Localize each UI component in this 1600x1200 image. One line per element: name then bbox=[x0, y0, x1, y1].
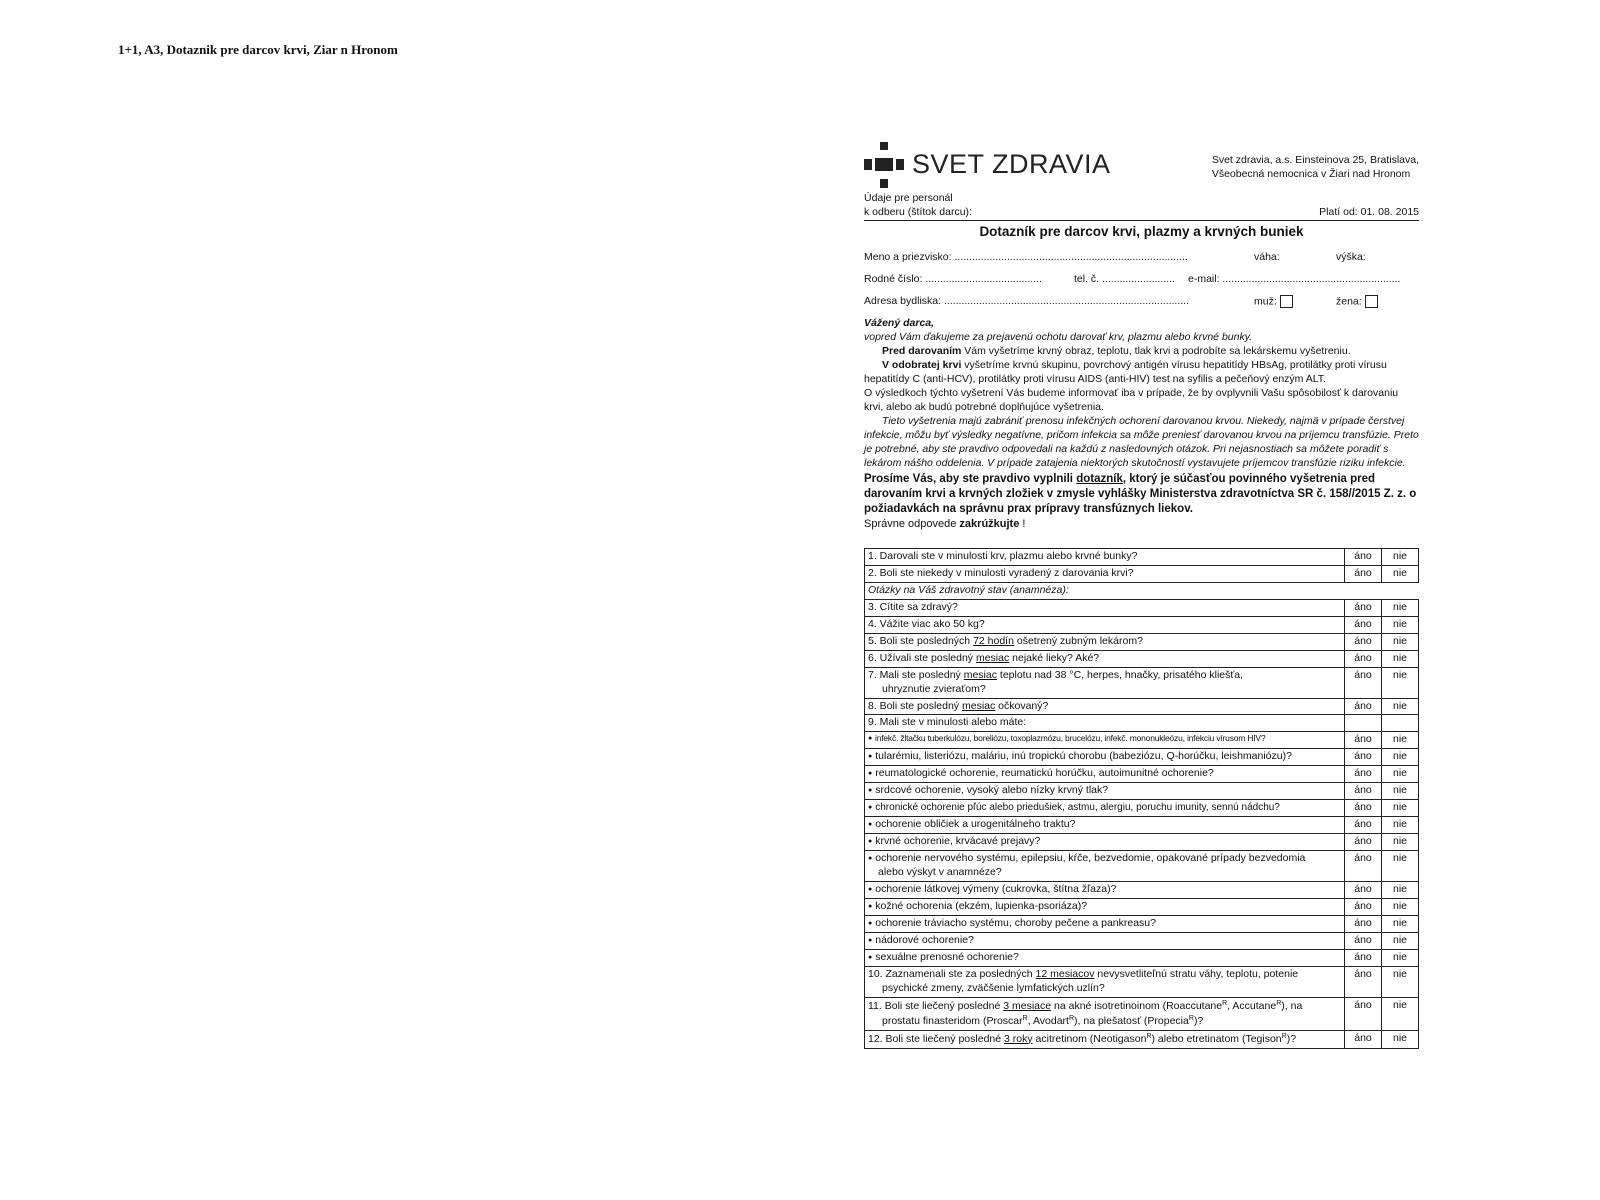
answer-no[interactable]: nie bbox=[1382, 633, 1419, 650]
q-part: nejaké lieky? Aké? bbox=[1009, 651, 1100, 664]
q-part: ) alebo etretinatom (Tegison bbox=[1151, 1032, 1282, 1045]
cross-logo-icon bbox=[864, 142, 904, 188]
q-underlined: 3 mesiace bbox=[1003, 999, 1052, 1012]
answer-no[interactable]: nie bbox=[1382, 898, 1419, 915]
male-checkbox[interactable] bbox=[1280, 295, 1293, 308]
question-bullet: ● ochorenie obličiek a urogenitálneho traktu? bbox=[865, 817, 1345, 834]
answer-no[interactable]: nie bbox=[1382, 800, 1419, 817]
contact-row bbox=[864, 273, 1419, 287]
male-label: muž: bbox=[1254, 295, 1277, 308]
q-underlined: 3 roky bbox=[1004, 1032, 1033, 1045]
male-option[interactable] bbox=[1254, 295, 1336, 309]
answer-no[interactable]: nie bbox=[1382, 817, 1419, 834]
answer-yes[interactable]: áno bbox=[1345, 881, 1382, 898]
address-field[interactable]: Adresa bydliska: .................................................................................... bbox=[864, 294, 1190, 307]
question bbox=[865, 1030, 1345, 1048]
table-row bbox=[865, 997, 1419, 1030]
answer-no[interactable]: nie bbox=[1382, 548, 1419, 565]
table-row bbox=[865, 599, 1419, 616]
answer-empty bbox=[1345, 715, 1382, 732]
request-underlined: dotazník bbox=[1076, 473, 1123, 486]
paragraph: O výsledkoch týchto vyšetrení Vás budeme informovať iba v prípade, že by ovplyvnili Vašu spôsobilosť k darovaniu krvi, alebo ak budú potrebné doplňujúce vyšetrenia. bbox=[864, 386, 1399, 413]
table-row bbox=[865, 834, 1419, 851]
answer-no[interactable]: nie bbox=[1382, 881, 1419, 898]
female-label: žena: bbox=[1336, 295, 1362, 308]
answer-yes[interactable]: áno bbox=[1345, 932, 1382, 949]
answer-no[interactable]: nie bbox=[1382, 650, 1419, 667]
q-part: ), na bbox=[1281, 999, 1303, 1012]
answer-no[interactable]: nie bbox=[1382, 766, 1419, 783]
q-part: ), na plešatosť (Propecia bbox=[1074, 1014, 1189, 1027]
paragraph-text: vyšetríme krvnú skupinu, povrchový antigén vírusu hepatitídy HBsAg, protilátky proti vírusu hepatitídy C (anti-HCV), protilátky proti vírusu AIDS (anti-HIV) test na syfilis a pečeňový enzým ALT. bbox=[864, 358, 1387, 385]
instruction-bold: zakrúžkujte bbox=[959, 518, 1020, 531]
answer-yes[interactable]: áno bbox=[1345, 915, 1382, 932]
answer-no[interactable]: nie bbox=[1382, 834, 1419, 851]
name-row bbox=[864, 251, 1419, 265]
staff-label-line: Údaje pre personál bbox=[864, 192, 953, 204]
q-part: )? bbox=[1286, 1032, 1297, 1045]
answer-yes[interactable]: áno bbox=[1345, 783, 1382, 800]
address-row bbox=[864, 295, 1419, 309]
question-bullet: ● infekč. žltačku tuberkulózu, boreliózu, toxoplazmózu, brucelózu, infekč. mononukleózu, infekciu vírusom HIV? bbox=[865, 732, 1345, 749]
answer-no[interactable]: nie bbox=[1382, 698, 1419, 715]
form-title: Dotazník pre darcov krvi, plazmy a krvných buniek bbox=[979, 223, 1304, 239]
answer-yes[interactable]: áno bbox=[1345, 749, 1382, 766]
paragraph bbox=[864, 345, 1419, 359]
table-row bbox=[865, 667, 1419, 698]
email-field[interactable]: e-mail: ............................................................. bbox=[1188, 272, 1401, 285]
question: 4. Vážite viac ako 50 kg? bbox=[865, 616, 1345, 633]
answer-no[interactable]: nie bbox=[1382, 599, 1419, 616]
answer-yes[interactable]: áno bbox=[1345, 817, 1382, 834]
question-bullet: ● nádorové ochorenie? bbox=[865, 932, 1345, 949]
table-row bbox=[865, 949, 1419, 966]
question-bullet: ● sexuálne prenosné ochorenie? bbox=[865, 949, 1345, 966]
weight-field[interactable]: váha: bbox=[1254, 250, 1280, 263]
answer-no[interactable]: nie bbox=[1382, 915, 1419, 932]
answer-empty bbox=[1382, 715, 1419, 732]
answer-yes[interactable]: áno bbox=[1345, 732, 1382, 749]
q-part: psychické zmeny, zväčšenie lymfatických uzlín? bbox=[882, 981, 1105, 994]
answer-yes[interactable]: áno bbox=[1345, 800, 1382, 817]
instruction bbox=[864, 517, 1419, 532]
staff-label-line: k odberu (štítok darcu): bbox=[864, 205, 972, 218]
answer-no[interactable]: nie bbox=[1382, 949, 1419, 966]
question: 1. Darovali ste v minulosti krv, plazmu alebo krvné bunky? bbox=[865, 548, 1345, 565]
answer-yes[interactable]: áno bbox=[1345, 698, 1382, 715]
q-underlined: mesiac bbox=[963, 668, 997, 681]
brand-name: SVET ZDRAVIA bbox=[912, 149, 1111, 180]
q-part: na akné isotretinoinom (Roaccutane bbox=[1051, 999, 1223, 1012]
q-part: alebo výskyt v anamnéze? bbox=[878, 866, 1002, 879]
answer-yes[interactable]: áno bbox=[1345, 966, 1382, 997]
question-bullet: ● tularémiu, listeriózu, maláriu, inú tropickú chorobu (babeziózu, Q-horúčku, leishmaniózu)? bbox=[865, 749, 1345, 766]
instruction-part: ! bbox=[1019, 518, 1026, 531]
question bbox=[865, 650, 1345, 667]
answer-no[interactable]: nie bbox=[1382, 932, 1419, 949]
q-part: 12. Boli ste liečený posledné bbox=[868, 1032, 1005, 1045]
answer-no[interactable]: nie bbox=[1382, 851, 1419, 882]
q-underlined: 12 mesiacov bbox=[1035, 967, 1095, 980]
page-caption: 1+1, A3, Dotaznik pre darcov krvi, Ziar n Hronom bbox=[118, 42, 398, 57]
request-text bbox=[864, 472, 1419, 517]
paragraph-text: Vám vyšetríme krvný obraz, teplotu, tlak krvi a podrobíte sa lekárskemu vyšetreniu. bbox=[961, 344, 1351, 357]
question-bullet: ● reumatologické ochorenie, reumatickú horúčku, autoimunitné ochorenie? bbox=[865, 766, 1345, 783]
registered-mark: R bbox=[1146, 1032, 1152, 1040]
logo bbox=[864, 142, 1111, 188]
table-row bbox=[865, 881, 1419, 898]
answer-no[interactable]: nie bbox=[1382, 667, 1419, 698]
answer-no[interactable]: nie bbox=[1382, 616, 1419, 633]
answer-yes[interactable]: áno bbox=[1345, 633, 1382, 650]
questionnaire-form bbox=[864, 142, 1419, 1049]
q-underlined: mesiac bbox=[975, 651, 1010, 664]
answer-yes[interactable]: áno bbox=[1345, 851, 1382, 882]
paragraph: Tieto vyšetrenia majú zabrániť prenosu infekčných ochorení darovanou krvou. Niekedy, najmä v prípade čerstvej infekcie, môžu byť výsledky negatívne, pričom infekcia sa môže preniesť darovanou krvou na príjemcu transfúzie. Preto je potrebné, aby ste pravdivo odpovedali na každú z nasledovných otázok. Pri nejasnostiach sa môžete poradiť s lekárom nášho oddelenia. V prípade zatajenia niektorých skutočností vystavujete príjemcov transfúzie riziku infekcie. bbox=[864, 414, 1419, 469]
valid-from: Platí od: 01. 08. 2015 bbox=[1319, 205, 1419, 218]
q-underlined: 72 hodín bbox=[973, 634, 1014, 647]
question: 9. Mali ste v minulosti alebo máte: bbox=[865, 715, 1345, 732]
table-row bbox=[865, 766, 1419, 783]
q-part: uhryznutie zvieraťom? bbox=[882, 682, 986, 695]
table-row bbox=[865, 783, 1419, 800]
request-part: Prosíme Vás, aby ste pravdivo vyplnili bbox=[864, 473, 1077, 486]
question bbox=[865, 966, 1345, 997]
question-bullet: ● srdcové ochorenie, vysoký alebo nízky krvný tlak? bbox=[865, 783, 1345, 800]
org-line: Svet zdravia, a.s. Einsteinova 25, Bratislava, bbox=[1211, 154, 1419, 166]
registered-mark: R bbox=[1022, 1014, 1028, 1022]
female-checkbox[interactable] bbox=[1365, 295, 1378, 308]
thanks-text: vopred Vám ďakujeme za prejavenú ochotu darovať krv, plazmu alebo krvné bunky. bbox=[864, 330, 1253, 343]
phone-field[interactable]: tel. č. ......................... bbox=[1074, 272, 1175, 285]
name-field[interactable]: Meno a priezvisko: ................................................................................ bbox=[864, 250, 1188, 263]
bold-lead: Pred darovaním bbox=[882, 344, 962, 357]
answer-yes[interactable]: áno bbox=[1345, 1030, 1382, 1048]
table-row bbox=[865, 715, 1419, 732]
q-part: 11. Boli ste liečený posledné bbox=[868, 999, 1004, 1012]
answer-yes[interactable]: áno bbox=[1345, 565, 1382, 582]
registered-mark: R bbox=[1222, 999, 1228, 1007]
q-part: prostatu finasteridom (Proscar bbox=[882, 1014, 1023, 1027]
q-underlined: mesiac bbox=[961, 699, 996, 712]
form-header bbox=[864, 142, 1419, 188]
answer-no[interactable]: nie bbox=[1382, 997, 1419, 1030]
q-part: ● ochorenie nervového systému, epilepsiu, kŕče, bezvedomie, opakované prípady bezvedomia bbox=[868, 852, 1305, 864]
answer-yes[interactable]: áno bbox=[1345, 548, 1382, 565]
table-row bbox=[865, 966, 1419, 997]
registered-mark: R bbox=[1276, 999, 1282, 1007]
greeting: Vážený darca, bbox=[864, 317, 935, 329]
table-row bbox=[865, 650, 1419, 667]
q-part: 5. Boli ste posledných bbox=[868, 634, 974, 647]
table-row bbox=[865, 1030, 1419, 1048]
question-bullet bbox=[865, 851, 1345, 882]
answer-yes[interactable]: áno bbox=[1345, 650, 1382, 667]
question: 2. Boli ste niekedy v minulosti vyradený z darovania krvi? bbox=[865, 565, 1345, 582]
bold-lead: V odobratej krvi bbox=[882, 358, 962, 371]
question-bullet: ● kožné ochorenia (ekzém, lupienka-psoriáza)? bbox=[865, 898, 1345, 915]
question-bullet: ● krvné ochorenie, krvácavé prejavy? bbox=[865, 834, 1345, 851]
question-bullet: ● ochorenie tráviacho systému, choroby pečene a pankreasu? bbox=[865, 915, 1345, 932]
staff-info-row bbox=[864, 192, 1419, 221]
table-row bbox=[865, 800, 1419, 817]
q-part: 8. Boli ste posledný bbox=[868, 699, 962, 712]
answer-yes[interactable]: áno bbox=[1345, 766, 1382, 783]
section-row bbox=[865, 582, 1419, 599]
table-row bbox=[865, 548, 1419, 565]
q-part: )? bbox=[1193, 1014, 1204, 1027]
questions-table bbox=[864, 548, 1419, 1049]
answer-no[interactable]: nie bbox=[1382, 783, 1419, 800]
question bbox=[865, 667, 1345, 698]
birth-number-field[interactable]: Rodné číslo: ........................................ bbox=[864, 272, 1042, 285]
table-row bbox=[865, 749, 1419, 766]
organization-info bbox=[1212, 154, 1419, 182]
female-option[interactable] bbox=[1336, 295, 1378, 309]
q-part: , Avodart bbox=[1027, 1014, 1069, 1027]
answer-yes[interactable]: áno bbox=[1345, 997, 1382, 1030]
registered-mark: R bbox=[1281, 1032, 1287, 1040]
answer-yes[interactable]: áno bbox=[1345, 667, 1382, 698]
org-line: Všeobecná nemocnica v Žiari nad Hronom bbox=[1211, 167, 1411, 180]
q-part: ošetrený zubným lekárom? bbox=[1013, 634, 1143, 647]
answer-no[interactable]: nie bbox=[1382, 749, 1419, 766]
section-heading: Otázky na Váš zdravotný stav (anamnéza): bbox=[865, 582, 1419, 599]
table-row bbox=[865, 851, 1419, 882]
staff-label bbox=[864, 192, 972, 220]
q-part: acitretinom (Neotigason bbox=[1032, 1032, 1147, 1045]
question bbox=[865, 997, 1345, 1030]
answer-yes[interactable]: áno bbox=[1345, 949, 1382, 966]
answer-yes[interactable]: áno bbox=[1345, 599, 1382, 616]
table-row bbox=[865, 817, 1419, 834]
question bbox=[865, 698, 1345, 715]
registered-mark: R bbox=[1068, 1014, 1075, 1022]
question-bullet: ● chronické ochorenie pľúc alebo priedušiek, astmu, alergiu, poruchu imunity, sennú nádchu? bbox=[865, 800, 1345, 817]
answer-no[interactable]: nie bbox=[1382, 1030, 1419, 1048]
q-part: , Accutane bbox=[1227, 999, 1277, 1012]
q-part: nevysvetliteľnú stratu váhy, teplotu, potenie bbox=[1094, 967, 1299, 980]
q-part: teplotu nad 38 °C, herpes, hnačky, prisatého kliešťa, bbox=[996, 668, 1244, 681]
paragraph bbox=[864, 359, 1419, 387]
question: 3. Cítite sa zdravý? bbox=[865, 599, 1345, 616]
question-bullet: ● ochorenie látkovej výmeny (cukrovka, štítna žľaza)? bbox=[865, 881, 1345, 898]
table-row bbox=[865, 698, 1419, 715]
table-row bbox=[865, 898, 1419, 915]
q-part: očkovaný? bbox=[995, 699, 1049, 712]
table-row bbox=[865, 915, 1419, 932]
request-part: , ktorý je súčasťou povinného vyšetrenia pred darovaním krvi a krvných zložiek v zmysle vyhlášky Ministerstva zdravotníctva SR č. 158//2015 Z. z. o požiadavkách na správnu prax prípravy transfúznych liekov. bbox=[864, 473, 1417, 516]
answer-no[interactable]: nie bbox=[1382, 565, 1419, 582]
registered-mark: R bbox=[1188, 1014, 1194, 1022]
instruction-part: Správne odpovede bbox=[864, 518, 960, 531]
answer-no[interactable]: nie bbox=[1382, 732, 1419, 749]
q-part: 7. Mali ste posledný bbox=[868, 668, 964, 681]
height-field[interactable]: výška: bbox=[1336, 250, 1366, 263]
q-part: 6. Užívali ste posledný bbox=[868, 651, 976, 664]
table-row bbox=[865, 732, 1419, 749]
answer-yes[interactable]: áno bbox=[1345, 898, 1382, 915]
answer-yes[interactable]: áno bbox=[1345, 834, 1382, 851]
q-part: 10. Zaznamenali ste za posledných bbox=[868, 967, 1036, 980]
table-row bbox=[865, 633, 1419, 650]
table-row bbox=[865, 616, 1419, 633]
answer-no[interactable]: nie bbox=[1382, 966, 1419, 997]
intro-text bbox=[864, 317, 1419, 532]
table-row bbox=[865, 932, 1419, 949]
question bbox=[865, 633, 1345, 650]
answer-yes[interactable]: áno bbox=[1345, 616, 1382, 633]
table-row bbox=[865, 565, 1419, 582]
